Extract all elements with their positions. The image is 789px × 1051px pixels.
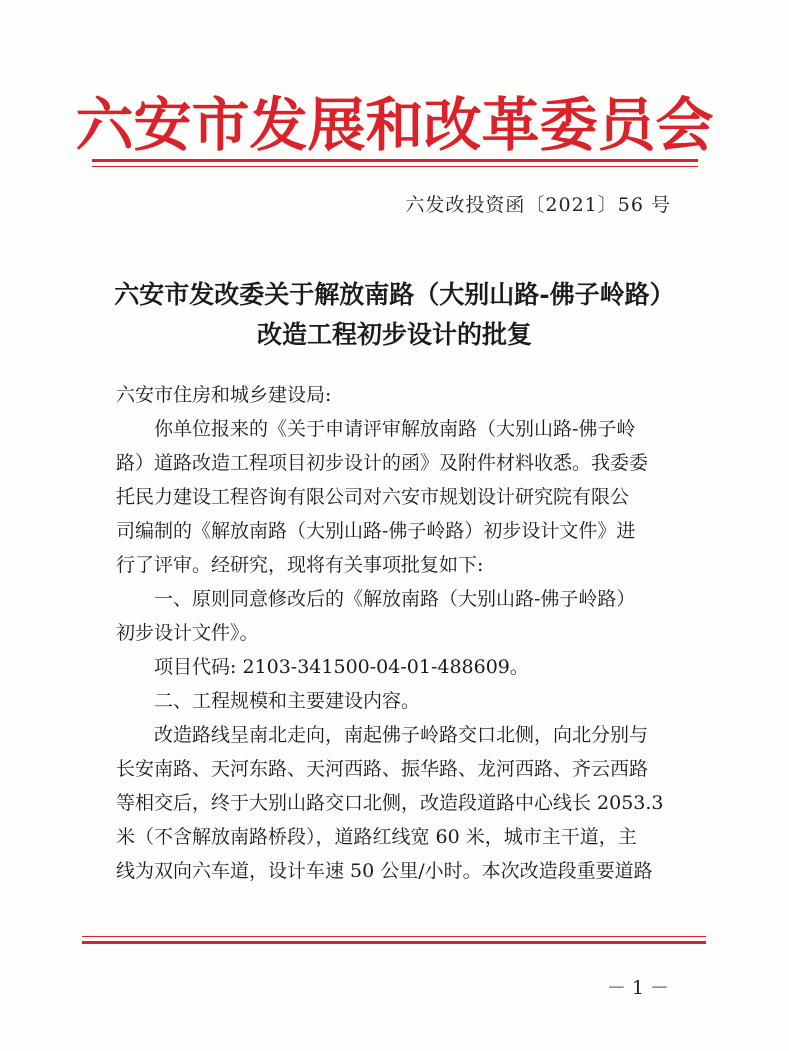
paragraph-line: 司编制的《解放南路（大别山路-佛子岭路）初步设计文件》进 <box>116 520 636 542</box>
paragraph-line: 等相交后，终于大别山路交口北侧，改造段道路中心线长 2053.3 <box>116 792 664 814</box>
footer-red-rule-thin <box>82 936 706 937</box>
paragraph-line: 托民力建设工程咨询有限公司对六安市规划设计研究院有限公 <box>116 486 630 508</box>
document-body <box>116 378 688 888</box>
paragraph-line: 行了评审。经研究，现将有关事项批复如下: <box>116 554 484 576</box>
org-title: 六安市发展和改革委员会 <box>75 91 714 159</box>
footer-red-rule-thick <box>82 941 706 944</box>
project-code-line: 项目代码: 2103-341500-04-01-488609。 <box>154 656 529 678</box>
paragraph-line: 长安南路、天河东路、天河西路、振华路、龙河西路、齐云西路 <box>116 758 649 780</box>
paragraph-line: 你单位报来的《关于申请评审解放南路（大别山路-佛子岭 <box>154 418 636 440</box>
document-number: 六发改投资函〔2021〕56 号 <box>405 194 671 216</box>
paragraph-line: 线为双向六车道，设计车速 50 公里/小时。本次改造段重要道路 <box>116 860 653 882</box>
paragraph-line: 路）道路改造工程项目初步设计的函》及附件材料收悉。我委委 <box>116 452 649 474</box>
document-title-line-1: 六安市发改委关于解放南路（大别山路-佛子岭路） <box>114 280 675 309</box>
paragraph-line: 初步设计文件》。 <box>116 622 259 644</box>
document-title-line-2: 改造工程初步设计的批复 <box>256 320 532 349</box>
page-number: － 1 － <box>606 977 669 999</box>
paragraph-line: 改造路线呈南北走向，南起佛子岭路交口北侧，向北分别与 <box>154 724 649 746</box>
recipient: 六安市住房和城乡建设局: <box>116 384 332 406</box>
paragraph-line: 米（不含解放南路桥段），道路红线宽 60 米，城市主干道，主 <box>116 826 637 848</box>
header-red-rule-thick <box>92 159 698 162</box>
section-heading: 二、工程规模和主要建设内容。 <box>154 690 421 712</box>
paragraph-line: 一、原则同意修改后的《解放南路（大别山路-佛子岭路） <box>154 588 636 610</box>
header-red-rule-thin <box>92 166 698 167</box>
